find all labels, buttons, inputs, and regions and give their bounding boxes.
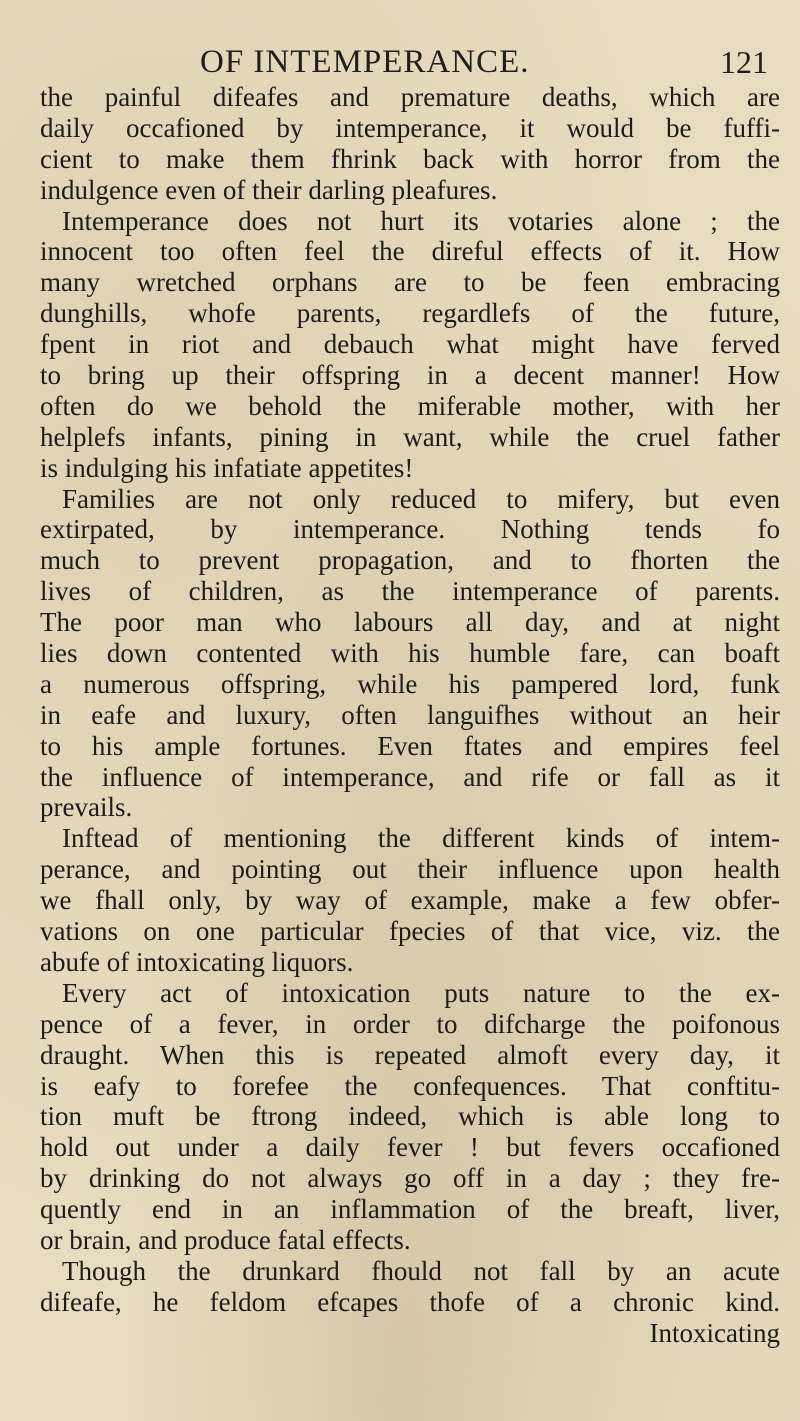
body-text (40, 82, 780, 1349)
text-line: innocent too often feel the direful effects of it. How (40, 236, 780, 267)
text-line: abufe of intoxicating liquors. (40, 946, 354, 977)
text-line: Every act of intoxication puts nature to the ex- (62, 977, 780, 1008)
text-line: the painful difeafes and premature deaths, which are (40, 82, 780, 112)
text-line: we fhall only, by way of example, make a few obfer- (40, 885, 780, 916)
text-line: Families are not only reduced to mifery, but even (62, 483, 780, 514)
text-line: cient to make them fhrink back with horror from the (40, 143, 780, 174)
text-line: dunghills, whofe parents, regardlefs of the future, (40, 298, 780, 329)
text-line: draught. When this is repeated almoft every day, it (40, 1039, 780, 1070)
text-line: in eafe and luxury, often languifhes without an heir (40, 699, 780, 730)
text-line: indulgence even of their darling pleafures. (40, 174, 498, 205)
text-line: The poor man who labours all day, and at night (40, 607, 780, 638)
text-line: vations on one particular fpecies of that vice, viz. the (40, 916, 780, 947)
text-line: Intoxicating (649, 1317, 780, 1348)
text-line: the influence of intemperance, and rife or fall as it (40, 761, 780, 792)
text-line: often do we behold the miferable mother, with her (40, 390, 780, 421)
text-line: extirpated, by intemperance. Nothing tends fo (40, 514, 780, 545)
running-head (0, 44, 800, 84)
text-line: difeafe, he feldom efcapes thofe of a chronic kind. (40, 1286, 780, 1317)
text-line: much to prevent propagation, and to fhorten the (40, 545, 780, 576)
page-number: 121 (720, 44, 768, 80)
text-line: Inftead of mentioning the different kinds of intem- (62, 823, 780, 854)
running-head-title: OF INTEMPERANCE. (200, 44, 530, 80)
text-line: to his ample fortunes. Even ftates and empires feel (40, 730, 780, 761)
text-line: hold out under a daily fever ! but fevers occafioned (40, 1132, 780, 1163)
text-line: prevails. (40, 792, 133, 823)
text-line: pence of a fever, in order to difcharge the poifonous (40, 1008, 780, 1039)
text-line: daily occafioned by intemperance, it would be fuffi- (40, 112, 780, 143)
text-line: quently end in an inflammation of the breaft, liver, (40, 1194, 780, 1225)
text-line: perance, and pointing out their influence upon health (40, 854, 780, 885)
text-line: fpent in riot and debauch what might have ferved (40, 329, 780, 360)
text-line: or brain, and produce fatal effects. (40, 1224, 411, 1255)
text-line: Though the drunkard fhould not fall by an acute (62, 1255, 780, 1286)
text-line: lies down contented with his humble fare, can boaft (40, 638, 780, 669)
text-line: many wretched orphans are to be feen embracing (40, 267, 780, 298)
text-line: a numerous offspring, while his pampered lord, funk (40, 668, 780, 699)
text-line: lives of children, as the intemperance of parents. (40, 576, 780, 607)
text-line: tion muft be ftrong indeed, which is able long to (40, 1101, 780, 1132)
text-line: by drinking do not always go off in a day ; they fre- (40, 1163, 780, 1194)
text-line: Intemperance does not hurt its votaries alone ; the (62, 205, 780, 236)
text-line: is indulging his infatiate appetites! (40, 452, 414, 483)
text-line: is eafy to forefee the confequences. That conftitu- (40, 1070, 780, 1101)
text-line: helplefs infants, pining in want, while the cruel father (40, 421, 780, 452)
text-line: to bring up their offspring in a decent manner! How (40, 360, 780, 391)
